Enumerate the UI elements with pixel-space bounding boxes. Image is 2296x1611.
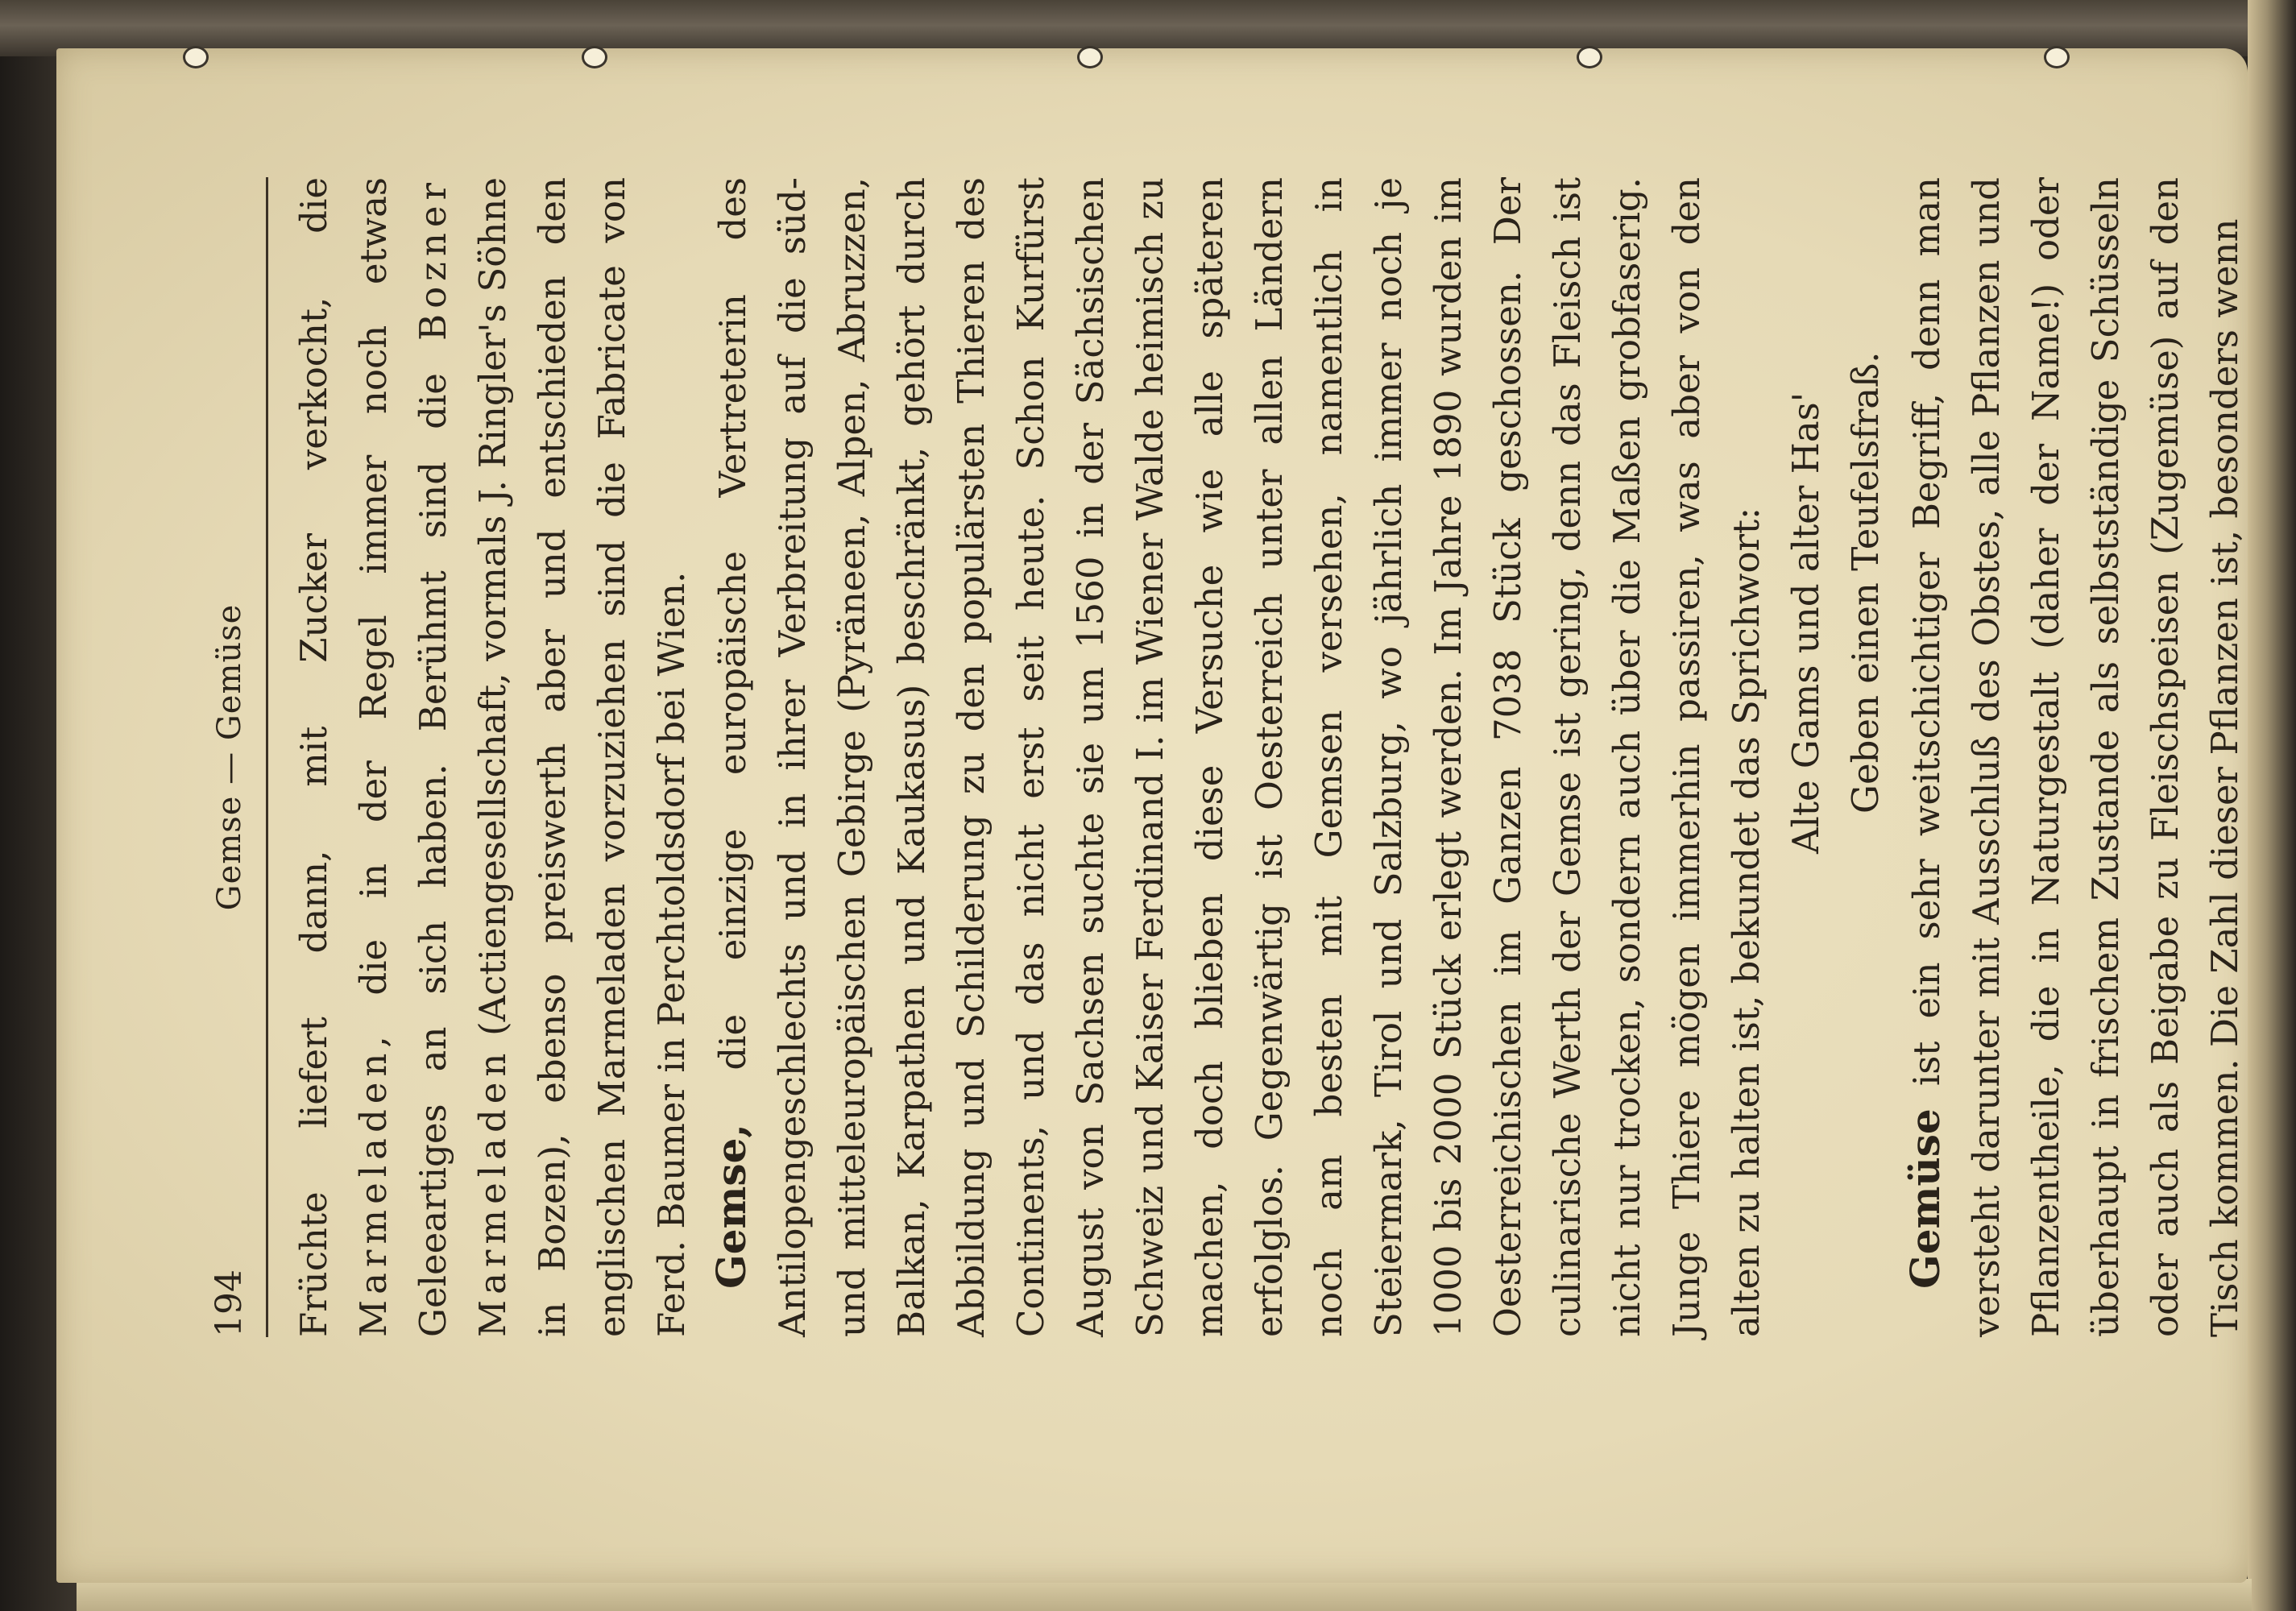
page-number: 194 bbox=[209, 1269, 250, 1337]
paragraph-marmeladen bbox=[284, 177, 702, 1337]
binding-stitch bbox=[185, 48, 206, 66]
page-edge-bottom bbox=[77, 1579, 2252, 1611]
entry-text: die einzige europäische Vertreterin des Antilopengeschlechts und in ihrer Verbreitung auf die süd- und mitteleuropäischen Gebirge (Pyräneen, Alpen, Abruzzen, Balkan, Karpathen und Kaukasus) beschränkt, gehört durch Abbildung und Schilderung zu den populärsten Thieren des Continents, und das nicht erst seit heute. Schon Kurfürst August von Sachsen suchte sie um 1560 in der Sächsischen Schweiz und Kaiser Ferdinand I. im Wiener Walde heimisch zu machen, doch blieben diese Versuche wie alle späteren erfolglos. Gegenwärtig ist Oesterreich unter allen Ländern noch am besten mit Gemsen versehen, namentlich in Steiermark, Tirol und Salzburg, wo jährlich immer noch je 1000 bis 2000 Stück erlegt werden. Im Jahre 1890 wurden im Oesterreichischen im Ganzen 7038 Stück geschossen. Der culinarische Werth der Gemse ist gering, denn das Fleisch ist nicht nur trocken, sondern auch über die Maßen grobfaserig. Junge Thiere mögen immerhin passiren, was aber von den alten zu halten ist, bekundet das Sprichwort: bbox=[711, 177, 1768, 1337]
paragraph-text: , die in der Regel immer noch etwas Geleeartiges an sich haben. Berühmt sind die bbox=[352, 177, 454, 1337]
running-title: Gemse — Gemüse bbox=[211, 603, 248, 911]
entry-text: ist ein sehr weitschichtiger Begriff, denn man versteht darunter mit Ausschluß des Obstes, alle Pflanzen und Pflanzentheile, die in Naturgestalt (daher der Name!) oder überhaupt in frischem Zustande als selbstständige Schüsseln oder auch als Beigabe zu Fleischspeisen (Zugemüse) auf den Tisch kommen. Die Zahl dieser Pflanzen ist, besonders wenn bbox=[1905, 177, 2246, 1337]
page-edge-right bbox=[2248, 0, 2296, 1611]
binding-stitch bbox=[584, 48, 605, 66]
binding-stitch bbox=[1579, 48, 1600, 66]
proverb-line: Geben einen Teufelsfraß. bbox=[1844, 351, 1887, 814]
paragraph-text: (Actiengesellschaft, vormals J. Ringler's Söhne in Bozen), ebenso preiswerth aber und entschieden den englischen Marmeladen vorzuziehen sind die Fabricate von Ferd. Baumer in Perchtoldsdorf bei Wien. bbox=[471, 177, 693, 1337]
paragraph-text: Früchte liefert dann, mit Zucker verkocht, die bbox=[292, 177, 335, 1337]
page-text-block bbox=[193, 177, 2246, 1337]
entry-gemse bbox=[702, 177, 1776, 1337]
entry-headword: Gemüse bbox=[1901, 1108, 1949, 1289]
proverb-line: Alte Gams und alter Has' bbox=[1784, 391, 1827, 854]
entry-headword: Gemse, bbox=[707, 1124, 755, 1289]
entry-gemuese bbox=[1896, 177, 2255, 1337]
binding-stitch bbox=[2046, 48, 2067, 66]
running-head bbox=[193, 177, 268, 1337]
binding-stitch bbox=[1080, 48, 1100, 66]
spaced-term: Bozner Marmeladen bbox=[412, 177, 514, 1337]
spaced-term: Marmeladen bbox=[352, 1047, 395, 1337]
